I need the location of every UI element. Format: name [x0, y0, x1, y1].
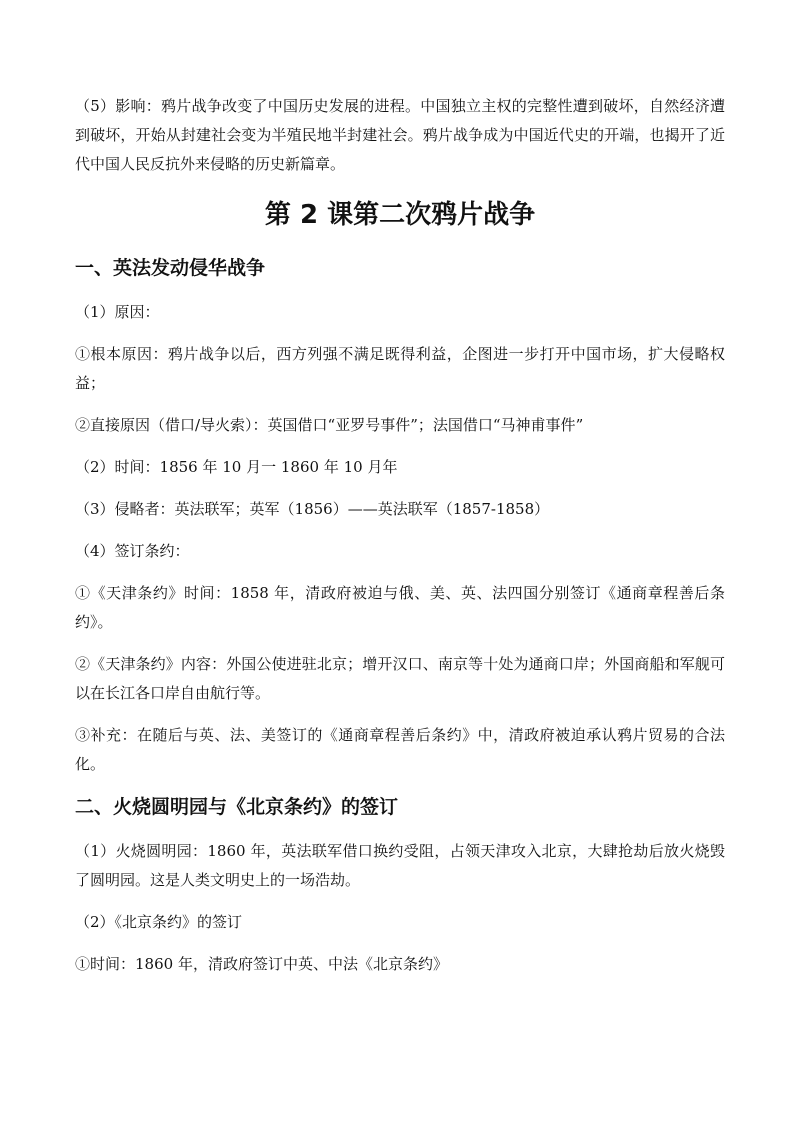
- paragraph-direct-cause: ②直接原因（借口/导火索）：英国借口“亚罗号事件”；法国借口“马神甫事件”: [75, 416, 584, 434]
- paragraph-aggressors: （3）侵略者：英法联军；英军（1856）——英法联军（1857-1858）: [75, 500, 550, 518]
- section-heading-1: 一、英法发动侵华战争: [75, 257, 266, 279]
- paragraph-treaties: （4）签订条约：: [75, 542, 190, 560]
- impact-paragraph: （5）影响：鸦片战争改变了中国历史发展的进程。中国独立主权的完整性遭到破坏，自然经济遭到破坏，开始从封建社会变为半殖民地半封建社会。鸦片战争成为中国近代史的开端，也揭开了近代中国人民反抗外来侵略的历史新篇章。: [75, 97, 725, 173]
- paragraph-yuanmingyuan: （1）火烧圆明园：1860 年，英法联军借口换约受阻，占领天津攻入北京，大肆抢劫后放火烧毁了圆明园。这是人类文明史上的一场浩劫。: [75, 842, 725, 889]
- paragraph-tianjin-content: ②《天津条约》内容：外国公使进驻北京；增开汉口、南京等十处为通商口岸；外国商船和军舰可以在长江各口岸自由航行等。: [75, 655, 725, 702]
- lesson-title: 第 2 课第二次鸦片战争: [264, 200, 536, 230]
- paragraph-root-cause: ①根本原因：鸦片战争以后，西方列强不满足既得利益，企图进一步打开中国市场，扩大侵略权益；: [75, 345, 725, 392]
- paragraph-beijing-treaty: （2）《北京条约》的签订: [75, 913, 243, 931]
- paragraph-time: （2）时间：1856 年 10 月一 1860 年 10 月年: [75, 458, 398, 476]
- section-heading-2: 二、火烧圆明园与《北京条约》的签订: [75, 796, 399, 818]
- paragraph-cause: （1）原因：: [75, 303, 160, 321]
- paragraph-tianjin-time: ①《天津条约》时间：1858 年，清政府被迫与俄、美、英、法四国分别签订《通商章程善后条约》。: [75, 584, 725, 631]
- document-page: [75, 92, 725, 992]
- paragraph-beijing-time: ①时间：1860 年，清政府签订中英、中法《北京条约》: [75, 955, 448, 973]
- paragraph-supplement: ③补充：在随后与英、法、美签订的《通商章程善后条约》中，清政府被迫承认鸦片贸易的合法化。: [75, 726, 725, 773]
